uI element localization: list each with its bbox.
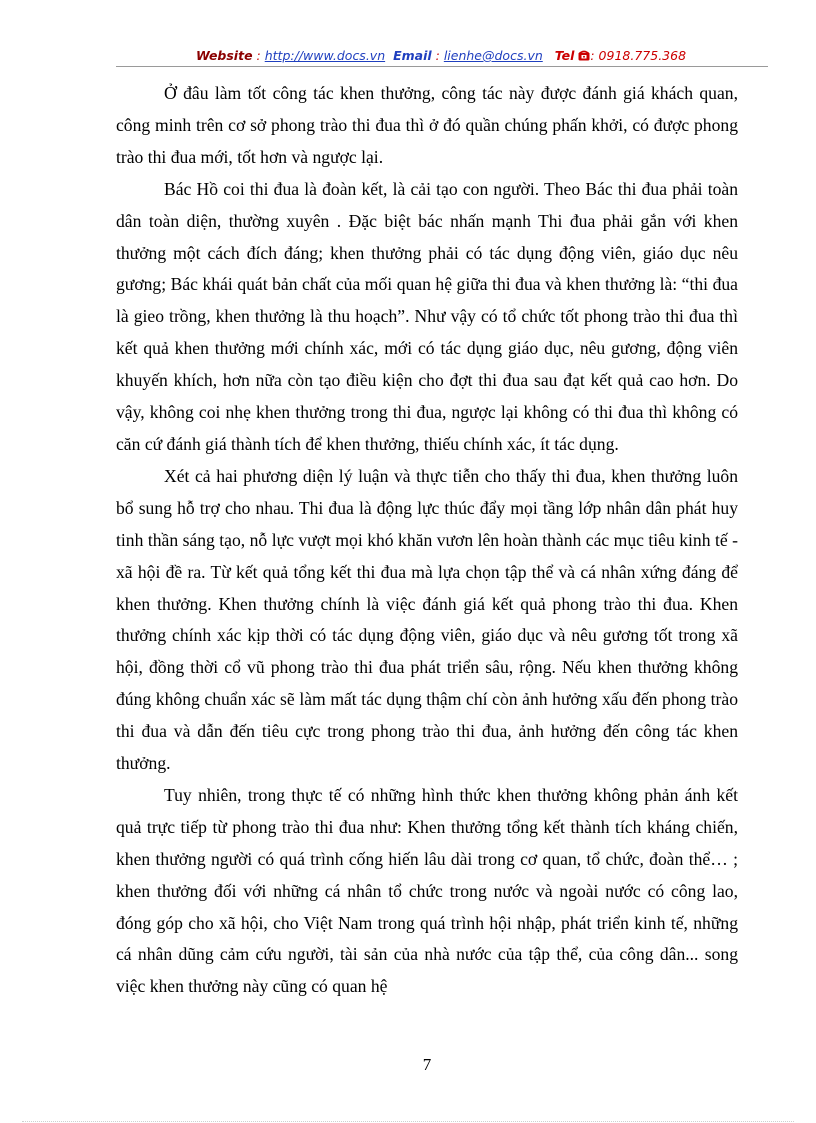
header-divider xyxy=(116,66,768,67)
phone-icon xyxy=(578,48,590,63)
email-label: Email xyxy=(393,48,432,63)
paragraph: Ở đâu làm tốt công tác khen thưởng, công tác này được đánh giá khách quan, công minh trên cơ sở phong trào thi đua thì ở đó quần chúng phấn khởi, có được phong trào thi đua mới, tốt hơn và ngược lại. xyxy=(116,83,738,167)
paragraph: Tuy nhiên, trong thực tế có những hình thức khen thưởng không phản ánh kết quả trực tiếp từ phong trào thi đua như: Khen thưởng tổng kết thành tích kháng chiến, khen thưởng người có quá trình cống hiến lâu dài trong cơ quan, tổ chức, đoàn thể… ; khen thưởng đối với những cá nhân tổ chức trong nước và ngoài nước có công lao, đóng góp cho xã hội, cho Việt Nam trong quá trình hội nhập, phát triển kinh tế, những cá nhân dũng cảm cứu người, tài sản của nhà nước của tập thể, của công dân... song việc khen thưởng này cũng có quan hệ xyxy=(116,784,738,997)
tel-label: Tel xyxy=(554,48,575,63)
email-link[interactable]: lienhe@docs.vn xyxy=(443,48,543,63)
page-header xyxy=(116,47,766,65)
page-number: 7 xyxy=(422,1055,432,1074)
website-label: Website xyxy=(195,48,253,63)
document-body xyxy=(116,78,738,1003)
tel-number: : 0918.775.368 xyxy=(590,48,687,63)
paragraph: Xét cả hai phương diện lý luận và thực tiễn cho thấy thi đua, khen thưởng luôn bổ sung hỗ trợ cho nhau. Thi đua là động lực thúc đẩy mọi tầng lớp nhân dân phát huy tinh thần sáng tạo, nỗ lực vượt mọi khó khăn vươn lên hoàn thành các mục tiêu kinh tế - xã hội đề ra. Từ kết quả tổng kết thi đua mà lựa chọn tập thể và cá nhân xứng đáng để khen thưởng. Khen thưởng chính là việc đánh giá kết quả phong trào thi đua. Khen thưởng chính xác kịp thời có tác dụng động viên, giáo dục và nêu gương tốt trong xã hội, đồng thời cổ vũ phong trào thi đua phát triển sâu, rộng. Nếu khen thưởng không đúng không chuẩn xác sẽ làm mất tác dụng thậm chí còn ảnh hưởng xấu đến phong trào thi đua và dẫn đến tiêu cực trong phong trào thi đua, ảnh hưởng đến công tác khen thưởng. xyxy=(116,465,738,774)
footer-divider xyxy=(22,1121,794,1122)
paragraph: Bác Hồ coi thi đua là đoàn kết, là cải tạo con người. Theo Bác thi đua phải toàn dân toàn diện, thường xuyên . Đặc biệt bác nhấn mạnh Thi đua phải gắn với khen thưởng một cách đích đáng; khen thưởng phải có tác dụng động viên, giáo dục nêu gương; Bác khái quát bản chất của mối quan hệ giữa thi đua và khen thưởng là: “thi đua là gieo trồng, khen thưởng là thu hoạch”. Như vậy có tổ chức tốt phong trào thi đua thì kết quả khen thưởng mới chính xác, mới có tác dụng giáo dục, nêu gương, động viên khuyến khích, hơn nữa còn tạo điều kiện cho đợt thi đua sau đạt kết quả cao hơn. Do vậy, không coi nhẹ khen thưởng trong thi đua, ngược lại không có thi đua thì không có căn cứ đánh giá thành tích để khen thưởng, thiếu chính xác, ít tác dụng. xyxy=(116,178,738,454)
email-separator: : xyxy=(431,48,444,63)
website-separator: : xyxy=(252,48,265,63)
website-link[interactable]: http://www.docs.vn xyxy=(264,48,386,63)
